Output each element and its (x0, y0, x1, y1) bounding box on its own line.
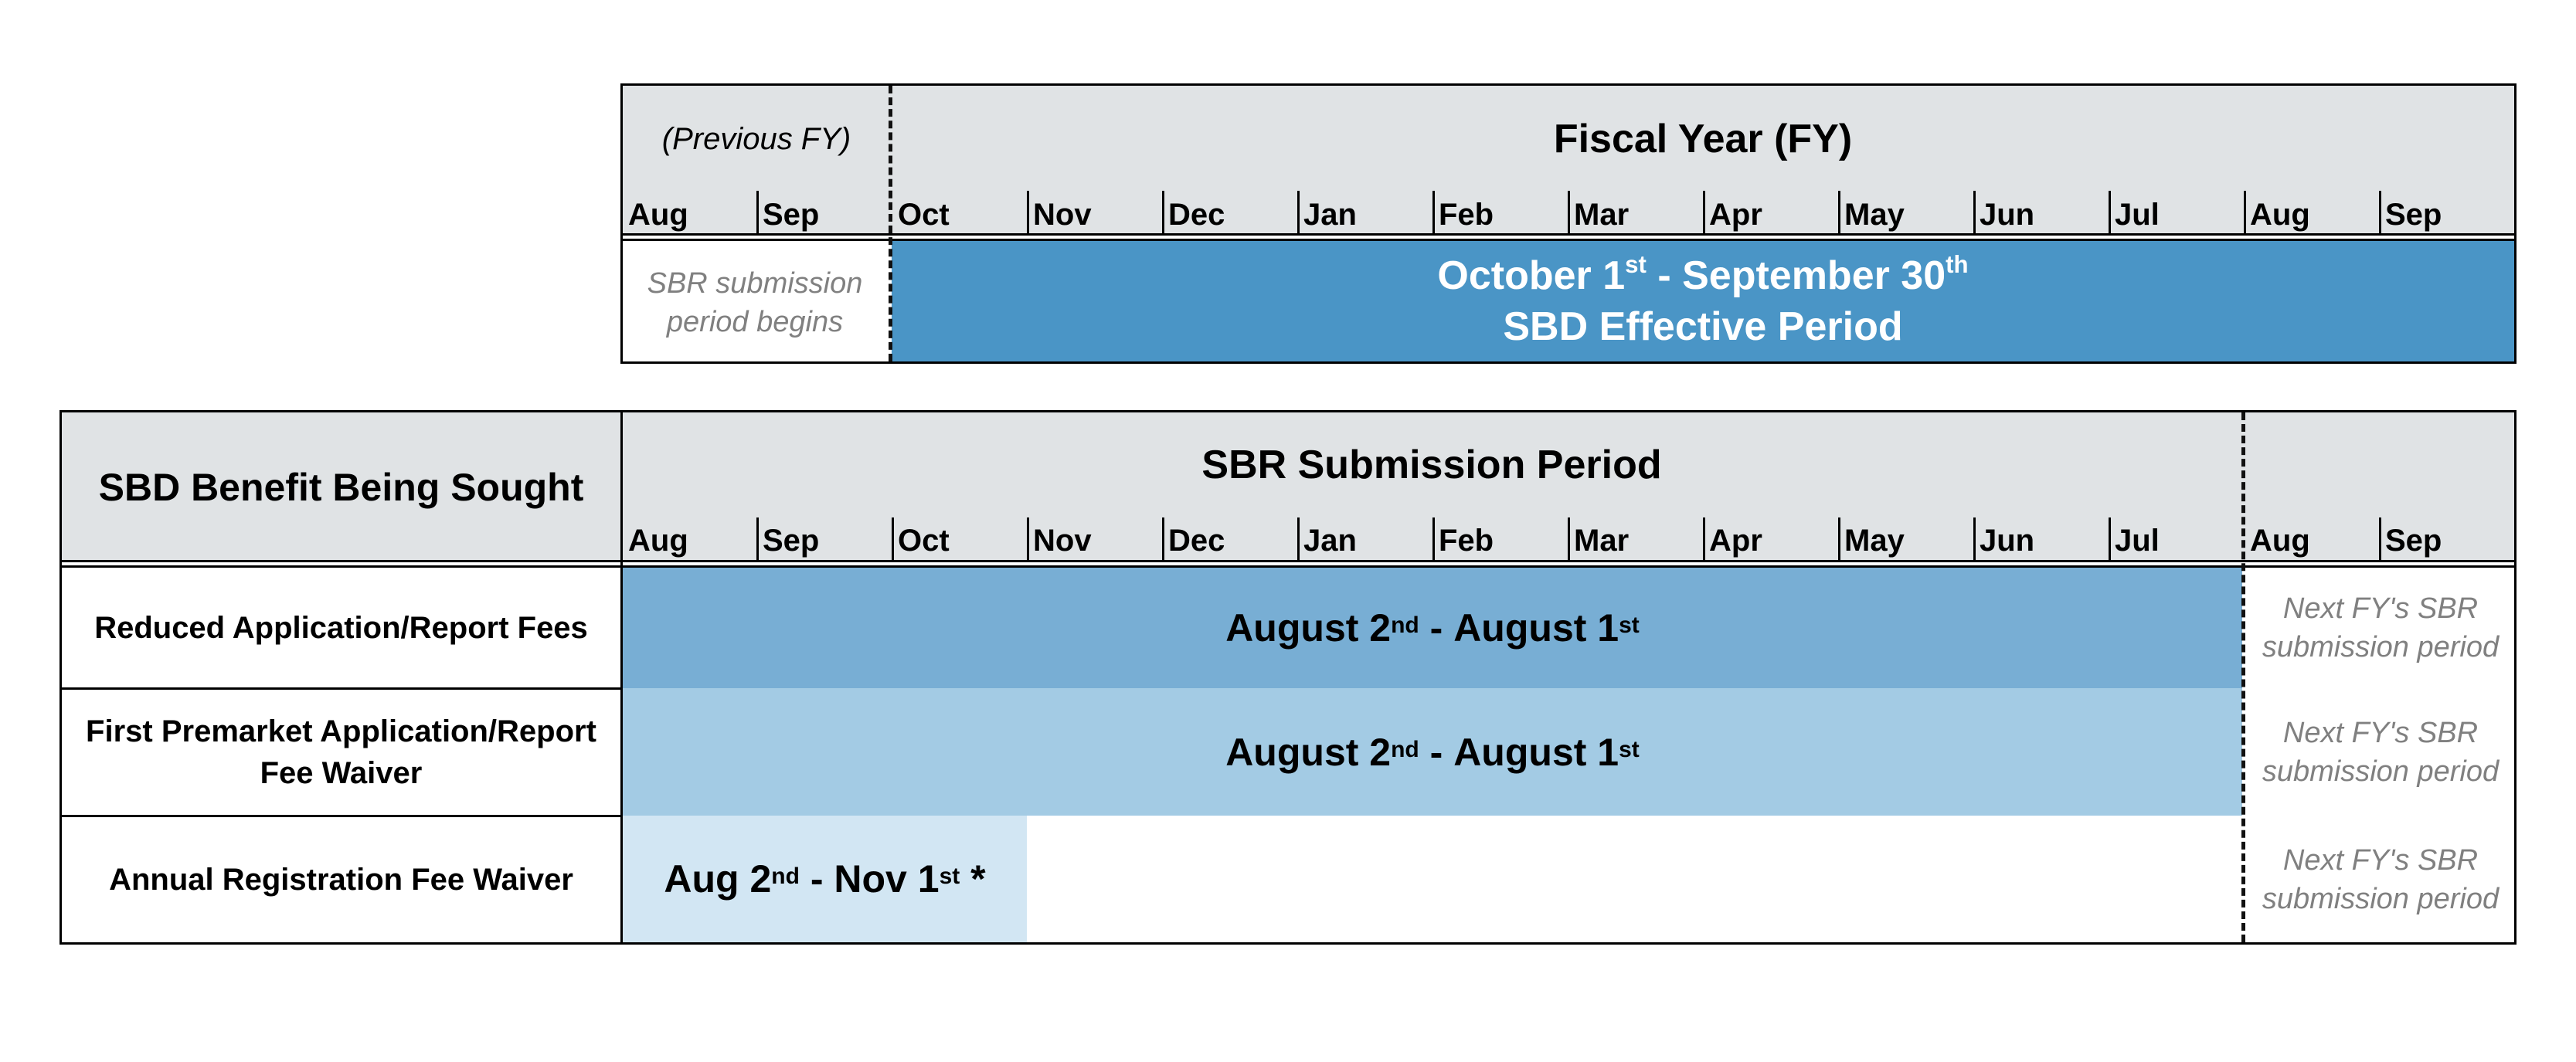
month-label: Aug (628, 524, 688, 558)
benefit-label: Annual Registration Fee Waiver (109, 863, 573, 897)
month-label: Jul (2115, 198, 2160, 232)
benefit-label: First Premarket Application/Report Fee Waiver (86, 714, 596, 790)
submission-header-divider (62, 560, 2514, 568)
next-fy-note: Next FY's SBR submission period (2262, 717, 2500, 788)
header-divider (623, 233, 2514, 241)
submission-period-title: SBR Submission Period (1201, 443, 1662, 487)
month-label: Jan (1303, 524, 1357, 558)
benefit-label: Reduced Application/Report Fees (94, 610, 588, 645)
previous-fy-label: (Previous FY) (661, 121, 851, 156)
month-label: Dec (1168, 524, 1225, 558)
next-fy-dashed-line (2241, 412, 2245, 942)
month-label: Aug (2250, 524, 2310, 558)
month-label: Apr (1709, 524, 1762, 558)
month-label: Feb (1439, 198, 1494, 232)
month-label: Nov (1033, 524, 1092, 558)
month-label: Jun (1980, 524, 2035, 558)
month-label: Jul (2115, 524, 2160, 558)
month-label: Sep (763, 524, 820, 558)
next-fy-note: Next FY's SBR submission period (2262, 592, 2500, 663)
month-label: Apr (1709, 198, 1762, 232)
month-label: Aug (628, 198, 688, 232)
month-label: May (1844, 524, 1905, 558)
fiscal-year-title: Fiscal Year (FY) (1553, 117, 1853, 161)
month-label: May (1844, 198, 1905, 232)
month-label: Feb (1439, 524, 1494, 558)
submission-range-bar: Aug 2 $^{nd}$ - Nov 1 $^{st}$ * (623, 816, 1027, 942)
month-label: Mar (1574, 524, 1630, 558)
effective-period-label: SBD Effective Period (1503, 304, 1903, 349)
next-fy-note: Next FY's SBR submission period (2262, 844, 2500, 915)
month-label: Jan (1303, 198, 1357, 232)
month-label: Aug (2250, 198, 2310, 232)
effective-date-range: October 1st - September 30th (1437, 250, 1969, 298)
sbd-effective-period-bar (892, 241, 2514, 361)
fy-start-dashed-line (889, 86, 892, 361)
month-label: Jun (1980, 198, 2035, 232)
benefit-column-title: SBD Benefit Being Sought (98, 465, 584, 509)
month-label: Dec (1168, 198, 1225, 232)
month-label: Sep (2385, 198, 2442, 232)
month-label: Oct (898, 524, 950, 558)
month-label: Sep (2385, 524, 2442, 558)
month-label: Sep (763, 198, 820, 232)
submission-range-bar: August 2 $^{nd}$ - August 1 $^{st}$ (623, 568, 2242, 688)
month-label: Oct (898, 198, 950, 232)
submission-begins-note: SBR submission period begins (647, 267, 863, 338)
month-label: Nov (1033, 198, 1092, 232)
submission-range-bar: August 2 $^{nd}$ - August 1 $^{st}$ (623, 688, 2242, 816)
month-label: Mar (1574, 198, 1630, 232)
